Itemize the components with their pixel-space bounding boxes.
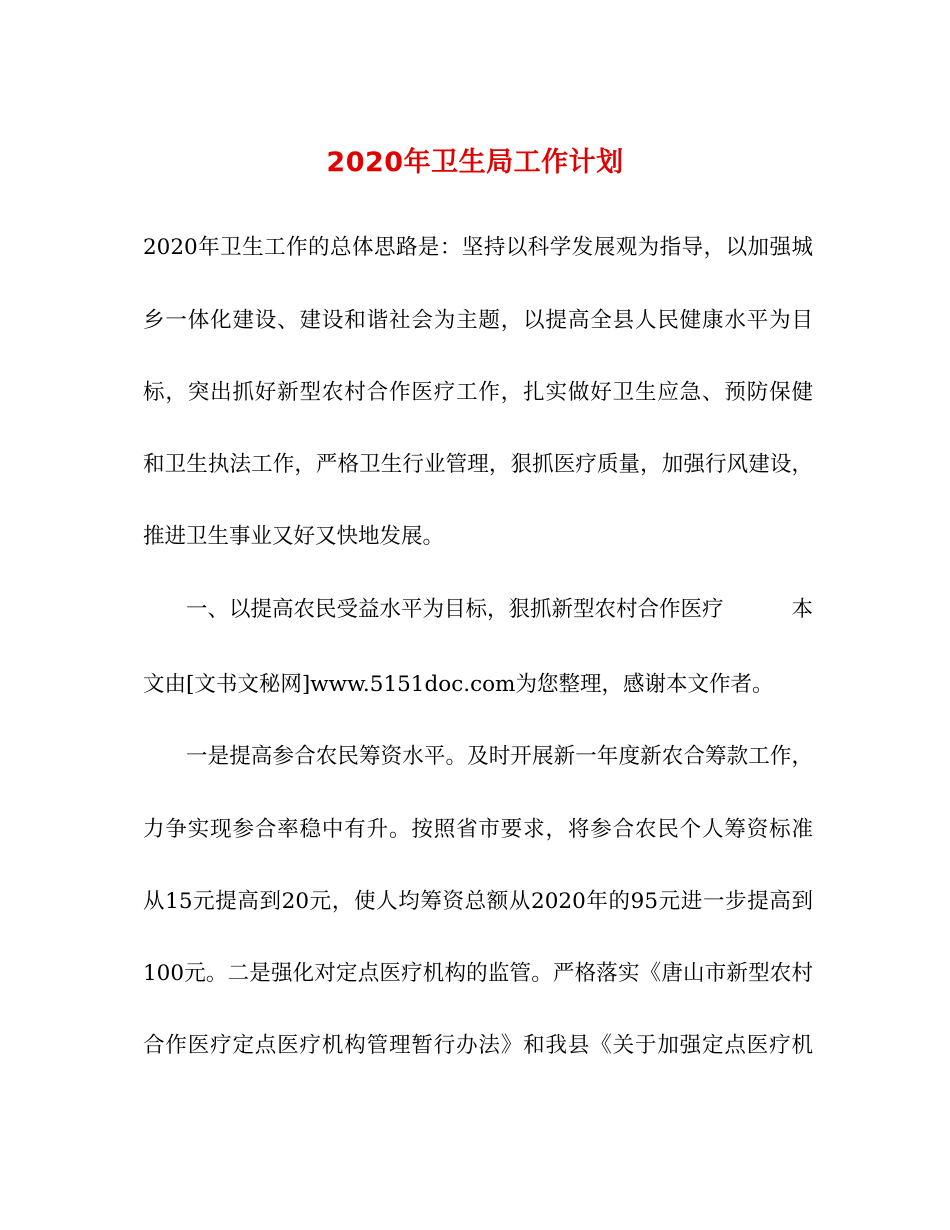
section-heading-text: 一、以提高农民受益水平为目标，狠抓新型农村合作医疗 <box>186 597 724 622</box>
paragraph-line: 和卫生执法工作，严格卫生行业管理，狠抓医疗质量，加强行风建设， <box>143 452 813 477</box>
paragraph-line: 推进卫生事业又好又快地发展。 <box>143 524 445 549</box>
paragraph-line: 文由[文书文秘网]www.5151doc.com为您整理，感谢本文作者。 <box>143 672 774 697</box>
paragraph-line: 标，突出抓好新型农村合作医疗工作，扎实做好卫生应急、预防保健 <box>143 380 813 405</box>
paragraph-line-fragment: 本 <box>791 597 813 622</box>
paragraph-line: 从15元提高到20元，使人均筹资总额从2020年的95元进一步提高到 <box>143 889 813 914</box>
section-heading-line <box>143 595 813 625</box>
document-title: 2020年卫生局工作计划 <box>326 147 624 178</box>
paragraph-line: 2020年卫生工作的总体思路是：坚持以科学发展观为指导，以加强城 <box>143 235 813 260</box>
paragraph-line: 乡一体化建设、建设和谐社会为主题，以提高全县人民健康水平为目 <box>143 308 813 333</box>
paragraph-line: 100元。二是强化对定点医疗机构的监管。严格落实《唐山市新型农村 <box>143 961 813 986</box>
paragraph-line: 力争实现参合率稳中有升。按照省市要求，将参合农民个人筹资标准 <box>143 817 813 842</box>
paragraph-line: 合作医疗定点医疗机构管理暂行办法》和我县《关于加强定点医疗机 <box>143 1033 813 1058</box>
paragraph-line: 一是提高参合农民筹资水平。及时开展新一年度新农合筹款工作， <box>186 744 813 769</box>
